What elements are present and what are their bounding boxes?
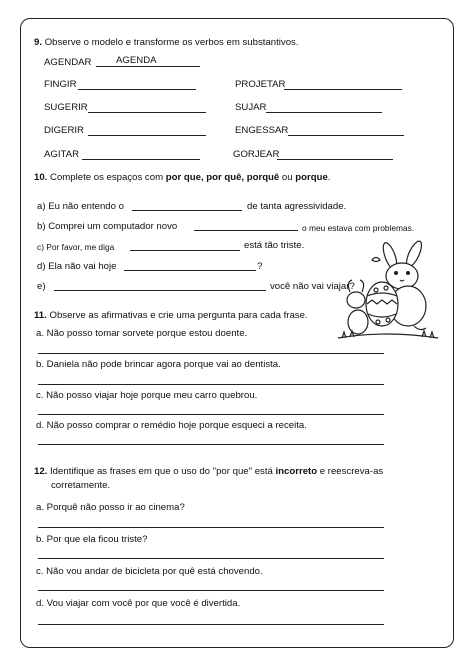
q10-instruction-or: ou: [279, 172, 296, 183]
q9-instruction: Observe o modelo e transforme os verbos em substantivos.: [44, 37, 299, 48]
q9-word: SUGERIR: [44, 102, 88, 113]
q9-word: FINGIR: [44, 79, 77, 90]
q10-item-e-after: você não vai viajar?: [270, 281, 355, 292]
q12-instruction-line2: corretamente.: [51, 480, 111, 491]
q9-answer-line[interactable]: [78, 89, 196, 90]
q10-blank[interactable]: [130, 250, 240, 251]
q9-example-word: AGENDAR: [44, 57, 92, 68]
q11-answer-line[interactable]: [38, 384, 384, 385]
q10-item-b-after: o meu estava com problemas.: [302, 223, 415, 233]
q9-word: GORJEAR: [233, 149, 280, 160]
q9-answer-line[interactable]: [288, 135, 404, 136]
q9-example-answer: AGENDA: [116, 55, 157, 66]
q11-number: 11.: [34, 310, 47, 321]
q10-item-b: b) Comprei um computador novo: [37, 221, 178, 232]
q10-heading: [34, 172, 330, 184]
q12-answer-line[interactable]: [38, 590, 384, 591]
q9-word: DIGERIR: [44, 125, 84, 136]
q11-instruction: Observe as afirmativas e crie uma pergunta para cada frase.: [49, 310, 308, 321]
q12-answer-line[interactable]: [38, 527, 384, 528]
q10-item-c: c) Por favor, me diga: [37, 242, 115, 252]
q11-item: b. Daniela não pode brincar agora porque vai ao dentista.: [36, 359, 281, 370]
q11-item: d. Não posso comprar o remédio hoje porque esqueci a receita.: [36, 420, 307, 431]
q9-answer-line[interactable]: [266, 112, 382, 113]
q10-item-c-after: está tão triste.: [244, 240, 305, 251]
bunny-and-easter-egg-icon: [330, 238, 442, 350]
q9-answer-line[interactable]: [284, 89, 402, 90]
q10-instruction: Complete os espaços com: [50, 172, 166, 183]
q10-options: por que, por quê, porquê: [165, 172, 280, 183]
q10-item-a: a) Eu não entendo o: [37, 201, 124, 212]
q9-answer-line[interactable]: [277, 159, 393, 160]
q10-blank[interactable]: [194, 230, 298, 231]
q10-item-e: e): [37, 281, 46, 292]
q9-heading: [34, 37, 299, 49]
q9-answer-line[interactable]: [88, 112, 206, 113]
q11-answer-line[interactable]: [38, 353, 384, 354]
q12-answer-line[interactable]: [38, 558, 384, 559]
q12-item: a. Porquê não posso ir ao cinema?: [36, 502, 185, 513]
q10-item-d-after: ?: [257, 261, 263, 272]
q12-answer-line[interactable]: [38, 624, 384, 625]
q12-item: d. Vou viajar com você por que você é divertida.: [36, 598, 241, 609]
q12-instruction-suffix: e reescreva-as: [317, 466, 384, 477]
q9-word: PROJETAR: [235, 79, 286, 90]
q12-number: 12.: [34, 466, 48, 477]
q9-answer-line[interactable]: [88, 135, 206, 136]
q10-option-porque: porque: [295, 172, 328, 183]
q10-item-d: d) Ela não vai hoje: [37, 261, 117, 272]
q12-item: c. Não vou andar de bicicleta por quê está chovendo.: [36, 566, 263, 577]
q9-number: 9.: [34, 37, 43, 48]
q12-item: b. Por que ela ficou triste?: [36, 534, 148, 545]
q11-item: a. Não posso tomar sorvete porque estou doente.: [36, 328, 248, 339]
q12-instruction-bold: incorreto: [275, 466, 318, 477]
q11-heading: [34, 310, 308, 322]
q10-instruction-end: .: [327, 172, 331, 183]
q11-item: c. Não posso viajar hoje porque meu carro quebrou.: [36, 390, 258, 401]
q9-word: SUJAR: [235, 102, 267, 113]
q11-answer-line[interactable]: [38, 444, 384, 445]
q10-blank[interactable]: [132, 210, 242, 211]
q12-instruction: Identifique as frases em que o uso do "por que" está: [50, 466, 276, 477]
q9-word: ENGESSAR: [235, 125, 289, 136]
q10-blank[interactable]: [54, 290, 266, 291]
q10-blank[interactable]: [124, 270, 256, 271]
q11-answer-line[interactable]: [38, 414, 384, 415]
q12-heading: [34, 466, 383, 478]
q10-item-a-after: de tanta agressividade.: [247, 201, 347, 212]
q9-word: AGITAR: [44, 149, 80, 160]
q9-answer-line[interactable]: [82, 159, 200, 160]
q10-number: 10.: [34, 172, 48, 183]
